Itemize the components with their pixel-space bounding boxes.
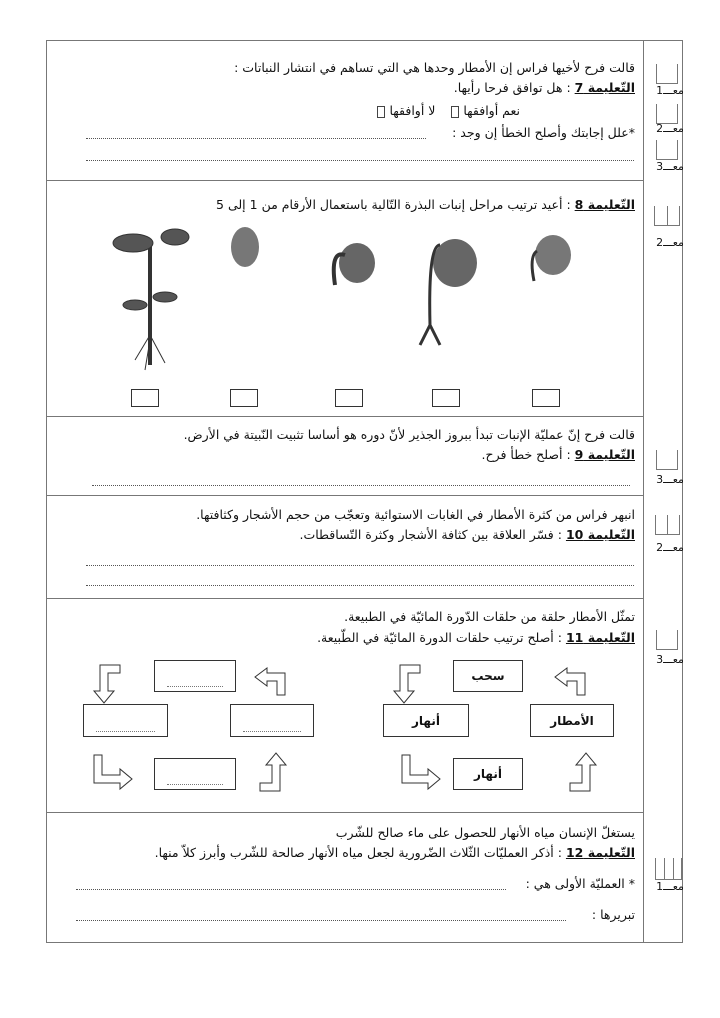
criterion-label: معـــ2 xyxy=(656,541,684,554)
order-box[interactable] xyxy=(532,389,560,407)
q12-text: : أذكر العمليّات الثّلاث الضّرورية لجعل مياه الأنهار صالحة للشّرب وأبرز كلاّ منها. xyxy=(154,845,566,860)
q10-text: : فسّر العلاقة بين كثافة الأشجار وكثرة التّساقطات. xyxy=(299,527,566,542)
q7-justify: *علل إجابتك وأصلح الخطأ إن وجد : xyxy=(452,125,635,140)
q7-options xyxy=(373,103,520,118)
q10-label: التّعليمة 10 xyxy=(565,527,635,542)
arrow-icon xyxy=(260,753,286,791)
q7-text: : هل توافق فرحا رأيها. xyxy=(453,80,575,95)
q12-instruction xyxy=(155,845,635,860)
criterion-box[interactable] xyxy=(656,104,678,124)
q9-label: التّعليمة 9 xyxy=(574,447,635,462)
seedling-tall-image xyxy=(420,239,477,345)
arrow-icon xyxy=(570,753,596,791)
order-box[interactable] xyxy=(131,389,159,407)
divider xyxy=(46,495,643,496)
arrow-icon xyxy=(555,668,585,695)
arrow-icon xyxy=(94,755,132,789)
seedling-small-image xyxy=(334,243,375,285)
criterion-label: معـــ1 xyxy=(656,880,684,893)
q7-instruction xyxy=(454,80,635,95)
cycle-arrows xyxy=(80,655,640,795)
q12-label: التّعليمة 12 xyxy=(565,845,635,860)
q7-label: التّعليمة 7 xyxy=(574,80,635,95)
q11-instruction xyxy=(317,630,635,645)
criterion-box[interactable] xyxy=(656,140,678,160)
divider xyxy=(46,812,643,813)
seed-image xyxy=(231,227,259,267)
answer-line[interactable] xyxy=(86,138,426,139)
order-box[interactable] xyxy=(335,389,363,407)
q11-intro: تمثّل الأمطار حلقة من حلقات الدّورة المائيّة في الطبيعة. xyxy=(344,609,635,624)
answer-line[interactable] xyxy=(76,889,506,890)
q7-intro: قالت فرح لأخيها فراس إن الأمطار وحدها هي التي تساهم في انتشار النباتات : xyxy=(234,60,635,75)
exam-table xyxy=(46,40,683,943)
q9-text: : أصلح خطأ فرح. xyxy=(481,447,575,462)
cycle-box-top: سحب xyxy=(453,660,523,692)
cycle-box-bottom: أنهار xyxy=(453,758,523,790)
q12-reason: تبريرها : xyxy=(591,907,635,922)
criterion-box[interactable] xyxy=(655,515,680,535)
answer-line[interactable] xyxy=(92,485,630,486)
option-no-label: لا أوافقها xyxy=(389,103,436,118)
answer-line[interactable] xyxy=(86,160,634,161)
answer-line[interactable] xyxy=(76,920,566,921)
criterion-label: معـــ3 xyxy=(656,653,684,666)
divider xyxy=(46,180,643,181)
criterion-box[interactable] xyxy=(655,858,682,880)
criterion-box[interactable] xyxy=(656,450,678,470)
germinating-seed-image xyxy=(532,235,571,281)
option-yes-label: نعم أوافقها xyxy=(463,103,520,118)
option-no-checkbox[interactable] xyxy=(377,106,385,118)
q8-label: التّعليمة 8 xyxy=(574,197,635,212)
criterion-box[interactable] xyxy=(656,64,678,84)
criterion-label: معـــ2 xyxy=(656,236,684,249)
criterion-box[interactable] xyxy=(654,206,680,226)
arrow-icon xyxy=(255,668,285,695)
q8-text: : أعيد ترتيب مراحل إنبات البذرة التّالية باستعمال الأرقام من 1 إلى 5 xyxy=(216,197,575,212)
q9-instruction xyxy=(482,447,635,462)
order-box[interactable] xyxy=(432,389,460,407)
answer-line[interactable] xyxy=(86,585,634,586)
answer-line[interactable] xyxy=(86,565,634,566)
q11-label: التّعليمة 11 xyxy=(565,630,635,645)
q9-intro: قالت فرح إنّ عمليّة الإنبات تبدأ ببروز الجذير لأنّ دوره هو أساسا تثبيت النّبيتة في الأرض. xyxy=(183,427,635,442)
cycle-box-right: الأمطار xyxy=(530,704,614,737)
q12-intro: يستغلّ الإنسان مياه الأنهار للحصول على ماء صالح للشّرب xyxy=(335,825,635,840)
criterion-label: معـــ3 xyxy=(656,160,684,173)
q11-text: : أصلح ترتيب حلقات الدورة المائيّة في الطّبيعة. xyxy=(317,630,566,645)
arrow-icon xyxy=(394,665,420,703)
criterion-label: معـــ1 xyxy=(656,84,684,97)
plant-image xyxy=(113,229,189,370)
arrow-icon xyxy=(94,665,120,703)
criterion-label: معـــ3 xyxy=(656,473,684,486)
q8-instruction xyxy=(216,197,635,212)
divider xyxy=(46,416,643,417)
q10-intro: انبهر فراس من كثرة الأمطار في الغابات الاستوائية وتعجّب من حجم الأشجار وكثافتها. xyxy=(196,507,635,522)
q10-instruction xyxy=(300,527,636,542)
arrow-icon xyxy=(402,755,440,789)
q12-first-process: * العمليّة الأولى هي : xyxy=(525,876,635,891)
divider xyxy=(46,598,643,599)
option-yes-checkbox[interactable] xyxy=(451,106,459,118)
criteria-column-divider xyxy=(643,40,644,943)
germination-images xyxy=(95,225,635,375)
criterion-label: معـــ2 xyxy=(656,122,684,135)
cycle-box-left: أنهار xyxy=(383,704,469,737)
order-box[interactable] xyxy=(230,389,258,407)
criterion-box[interactable] xyxy=(656,630,678,650)
